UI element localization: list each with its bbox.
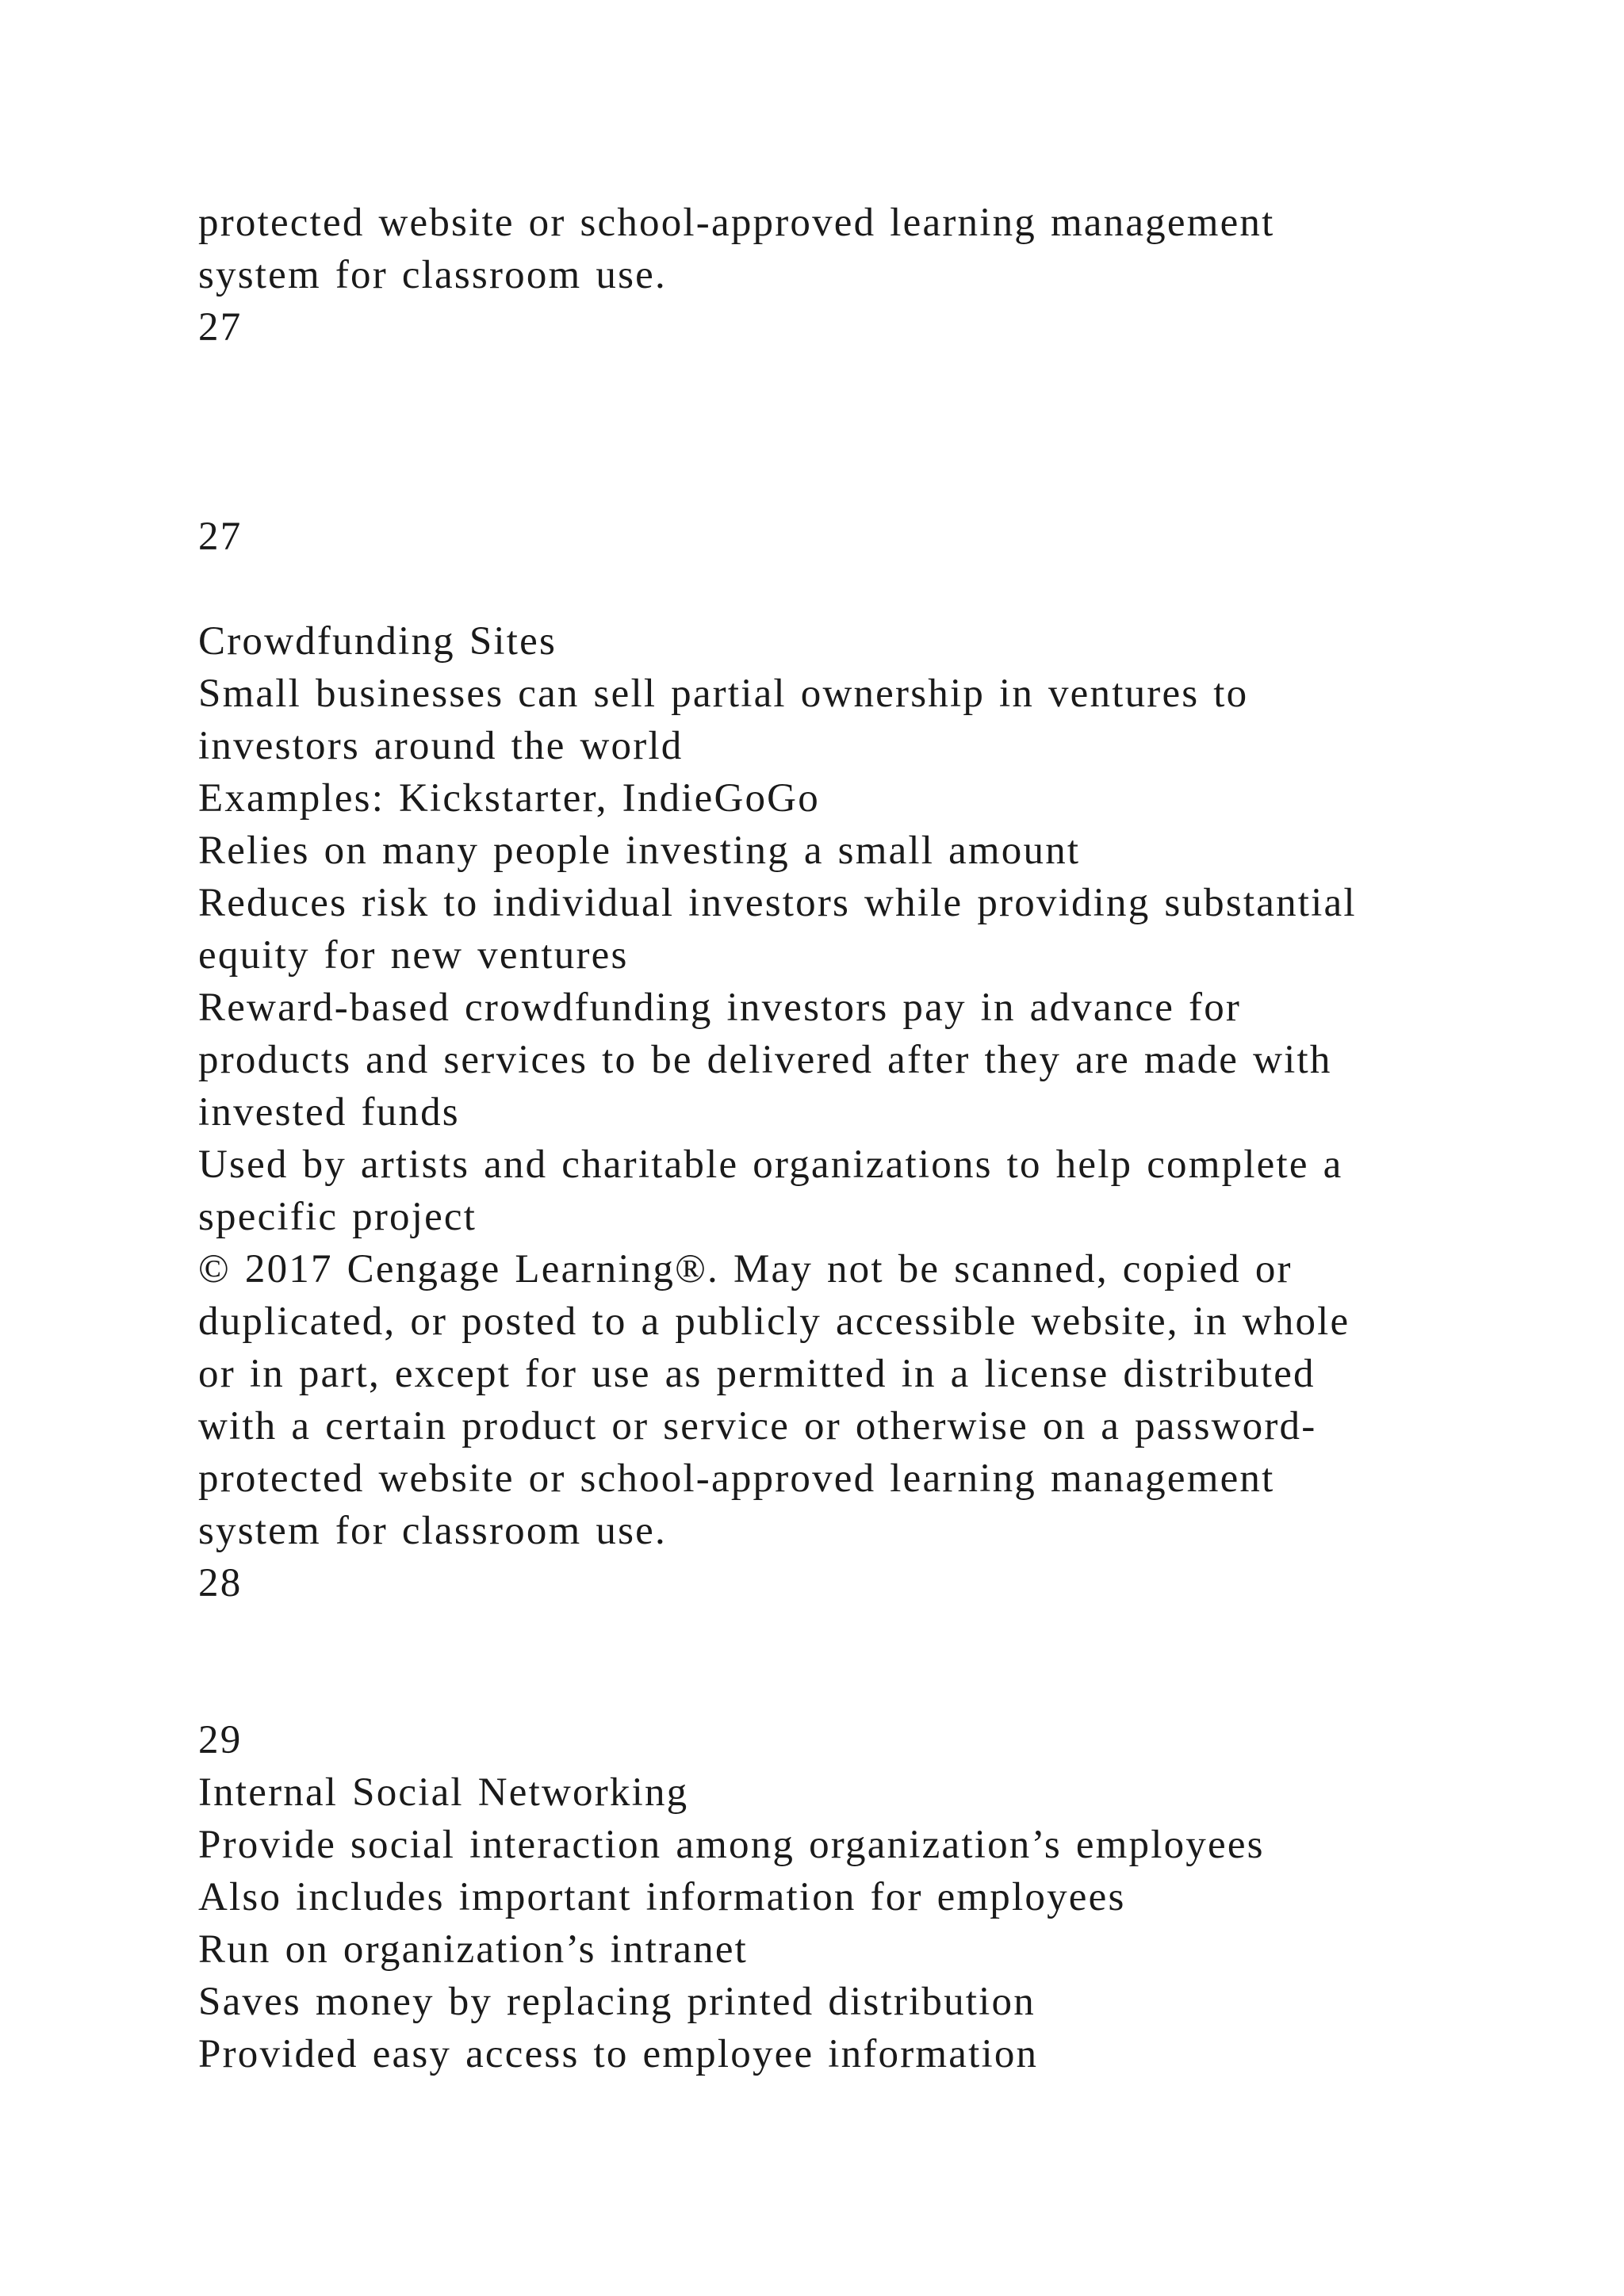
page-number: 27: [198, 305, 243, 350]
text-line: Relies on many people investing a small amount: [198, 828, 1081, 873]
slide-crowdfunding: [198, 511, 1546, 1609]
page-number: 28: [198, 1561, 243, 1605]
text-line: Reduces risk to individual investors while providing substantial: [198, 881, 1357, 925]
slide-title: Crowdfunding Sites: [198, 619, 557, 664]
text-line: Small businesses can sell partial ownership in ventures to: [198, 672, 1249, 716]
text-line: protected website or school-approved learning management: [198, 201, 1275, 245]
copyright-notice: [198, 1243, 1546, 1557]
copyright-line: duplicated, or posted to a publicly accessible website, in whole: [198, 1299, 1350, 1344]
blank-space: [198, 563, 1546, 615]
slide-title: Internal Social Networking: [198, 1770, 689, 1815]
text-line: Reward-based crowdfunding investors pay in advance for: [198, 985, 1242, 1030]
slide-internal-social-networking: [198, 1714, 1546, 2080]
copyright-line: © 2017 Cengage Learning®. May not be scanned, copied or: [198, 1247, 1293, 1292]
text-line: Examples: Kickstarter, IndieGoGo: [198, 776, 820, 821]
text-line: specific project: [198, 1195, 477, 1239]
text-line: Saves money by replacing printed distribution: [198, 1980, 1036, 2024]
text-line: system for classroom use.: [198, 253, 667, 297]
copyright-line: protected website or school-approved learning management: [198, 1456, 1275, 1501]
text-line: Run on organization’s intranet: [198, 1927, 749, 1972]
text-line: equity for new ventures: [198, 933, 629, 978]
slide-number: 29: [198, 1718, 243, 1762]
text-line: Used by artists and charitable organizations to help complete a: [198, 1142, 1343, 1187]
text-line: Also includes important information for employees: [198, 1875, 1126, 1919]
text-line: investors around the world: [198, 724, 684, 768]
document-body: [198, 197, 1546, 2080]
top-fragment: [198, 197, 1546, 354]
copyright-line: or in part, except for use as permitted in a license distributed: [198, 1352, 1316, 1396]
blank-space: [198, 1609, 1546, 1714]
text-line: invested funds: [198, 1090, 460, 1135]
text-line: Provided easy access to employee information: [198, 2032, 1039, 2076]
copyright-line: system for classroom use.: [198, 1509, 667, 1553]
blank-space: [198, 354, 1546, 511]
text-line: products and services to be delivered after they are made with: [198, 1038, 1332, 1082]
slide-number: 27: [198, 515, 243, 559]
copyright-line: with a certain product or service or otherwise on a password-: [198, 1404, 1317, 1448]
text-line: Provide social interaction among organization’s employees: [198, 1823, 1265, 1867]
